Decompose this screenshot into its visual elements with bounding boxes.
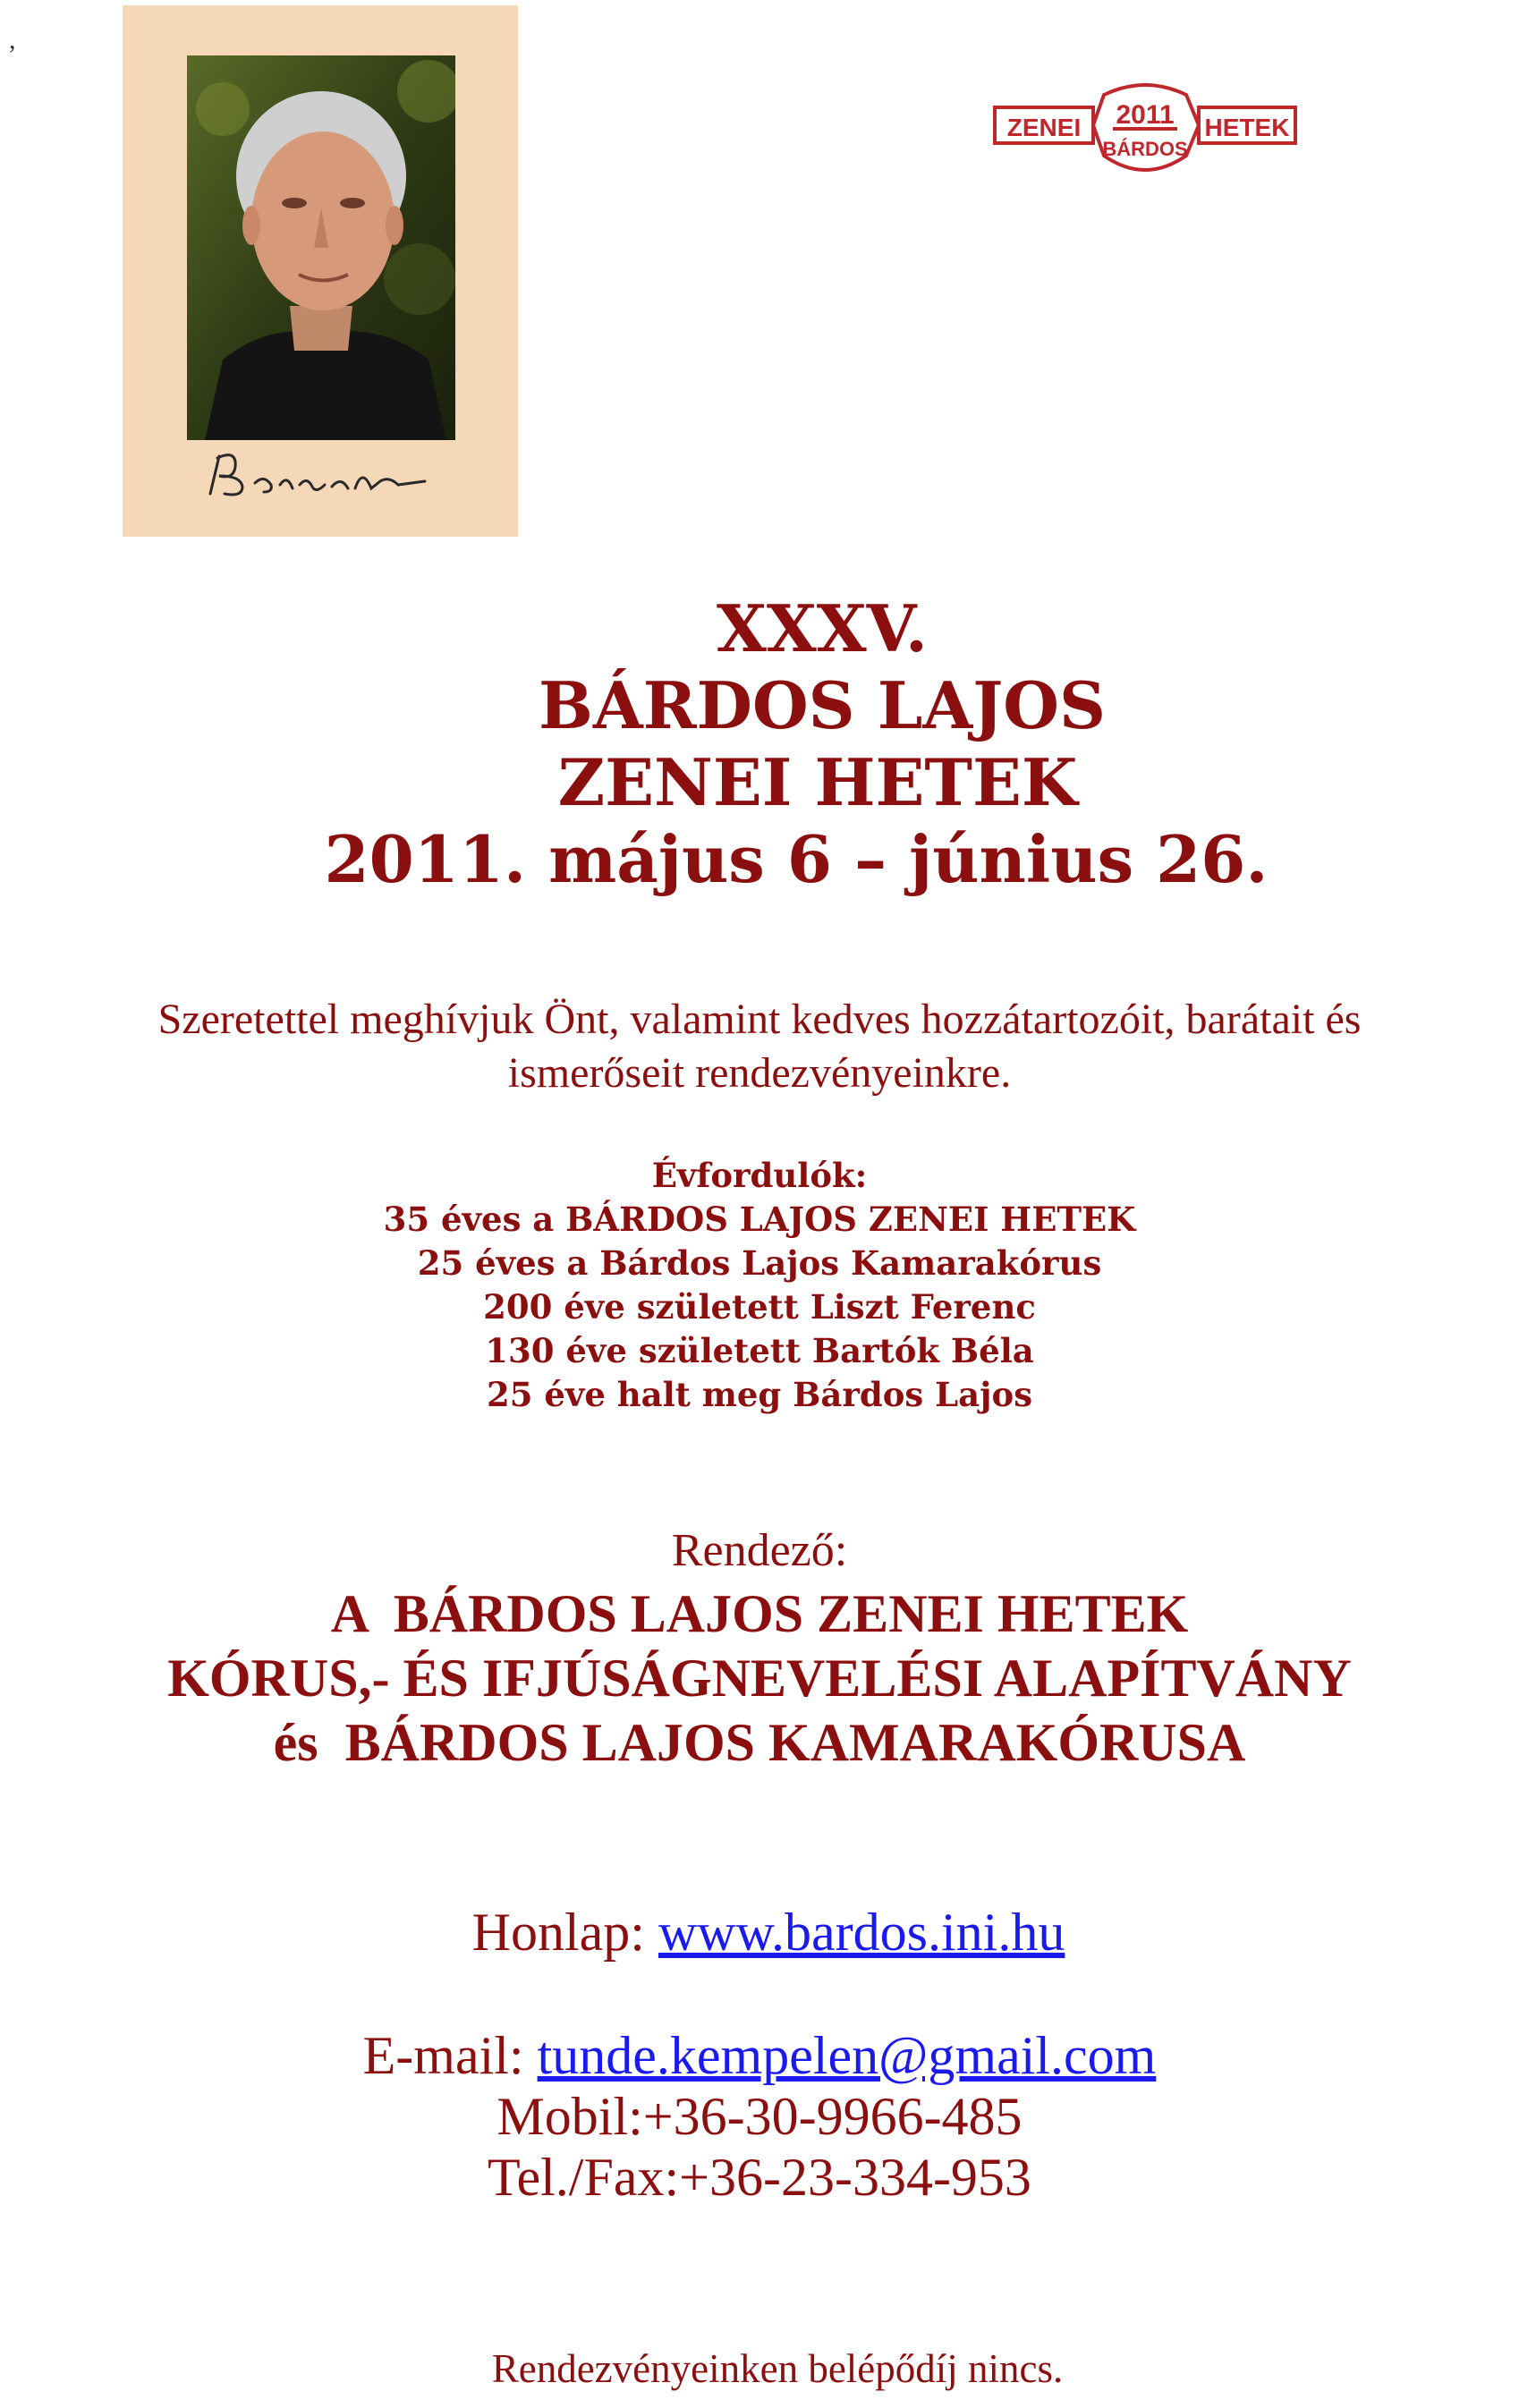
logo-year: 2011 [1116, 100, 1175, 130]
email-row [0, 2025, 1519, 2086]
zenei-hetek-logo [988, 73, 1303, 190]
homepage-link[interactable]: www.bardos.ini.hu [658, 1903, 1065, 1962]
anniversaries-heading: Évfordulók: [651, 1156, 868, 1195]
email-label: E-mail: [362, 2026, 538, 2085]
title-line-3: ZENEI HETEK [557, 744, 1078, 820]
anniversary-item: 25 éves a Bárdos Lajos Kamarakórus [417, 1243, 1102, 1283]
organizer-line-1: A BÁRDOS LAJOS ZENEI HETEK [330, 1584, 1189, 1643]
organizer-line-2: KÓRUS,- ÉS IFJÚSÁGNEVELÉSI ALAPÍTVÁNY [167, 1649, 1352, 1708]
title-line-2: BÁRDOS LAJOS [538, 667, 1107, 743]
homepage-row [0, 1902, 1519, 1963]
anniversaries-list [0, 1154, 1519, 1417]
anniversary-item: 200 éve született Liszt Ferenc [483, 1287, 1036, 1327]
logo-left-word: ZENEI [1006, 114, 1082, 141]
stray-mark: , [9, 25, 16, 55]
logo-right-word: HETEK [1204, 114, 1290, 141]
portrait-card [123, 5, 518, 537]
anniversary-item: 130 éve született Bartók Béla [485, 1331, 1034, 1370]
anniversary-item: 35 éves a BÁRDOS LAJOS ZENEI HETEK [383, 1200, 1136, 1239]
signature [201, 449, 434, 506]
anniversary-item: 25 éve halt meg Bárdos Lajos [486, 1375, 1033, 1414]
title-line-1: XXXV. [717, 590, 928, 666]
email-link[interactable]: tunde.kempelen@gmail.com [537, 2026, 1157, 2085]
admission-note: Rendezvényeinken belépődíj nincs. [491, 2346, 1064, 2391]
event-title [0, 590, 1519, 898]
portrait-photo [187, 55, 455, 440]
mobile-number: Mobil:+36-30-9966-485 [496, 2087, 1023, 2146]
logo-bottom-word: BÁRDOS [1102, 138, 1188, 160]
organizer-line-3: és BÁRDOS LAJOS KAMARAKÓRUSA [273, 1713, 1246, 1772]
homepage-label: Honlap: [471, 1903, 658, 1962]
invitation-text [0, 993, 1519, 1100]
event-dates: 2011. május 6 – június 26. [324, 821, 1269, 897]
organizer-names [0, 1581, 1519, 1775]
invitation-line-1: Szeretettel meghívjuk Önt, valamint kedves hozzátartozóit, barátait és [157, 996, 1362, 1043]
invitation-line-2: ismerőseit rendezvényeinkre. [507, 1049, 1012, 1097]
tel-fax-number: Tel./Fax:+36-23-334-953 [488, 2148, 1031, 2207]
organizer-label: Rendező: [671, 1525, 848, 1576]
